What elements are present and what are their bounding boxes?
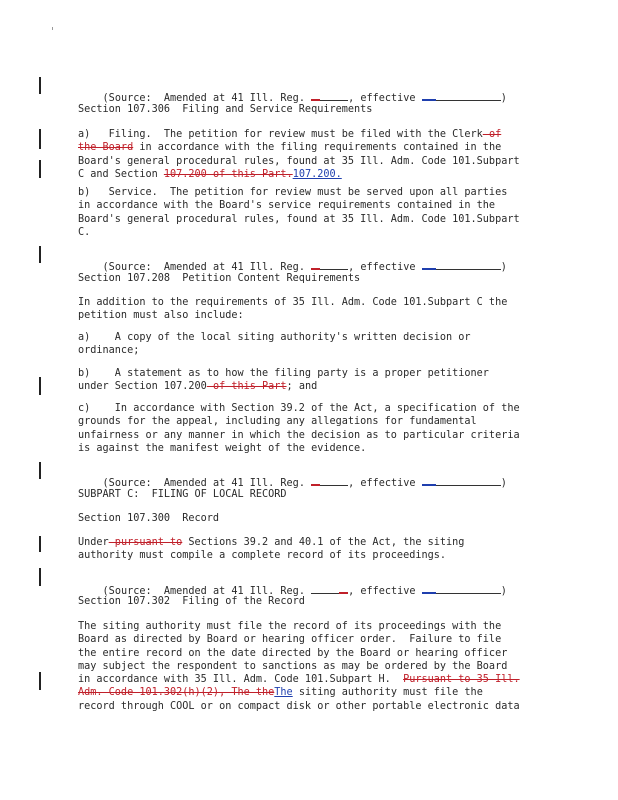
deleted-text: Adm. Code 101.302(h)(2), The the — [78, 687, 275, 699]
subpart-heading: SUBPART C: FILING OF LOCAL RECORD — [78, 489, 287, 500]
reg-blank — [311, 476, 348, 486]
section-heading: Section 107.300 Record — [78, 513, 220, 524]
deleted-text: the Board — [78, 142, 134, 154]
effective-blank — [422, 91, 501, 101]
inserted-text: 107.200. — [292, 168, 342, 180]
deleted-text: Pursuant to 35 Ill. — [403, 674, 520, 686]
deleted-text: 107.200 of this Part. — [163, 168, 293, 180]
item-a: a) A copy of the local siting authority's written decision or ordinance; — [78, 332, 471, 357]
effective-blank — [422, 584, 501, 594]
inserted-text: The — [274, 687, 293, 699]
revision-bar — [39, 536, 41, 552]
revision-bar — [39, 77, 41, 94]
deleted-text: of this Part — [206, 381, 287, 393]
effective-text: , effective — [348, 93, 422, 105]
intro-paragraph: In addition to the requirements of 35 Ill. Adm. Code 101.Subpart C the petition must also include: — [78, 297, 508, 322]
filing-record-paragraph: The siting authority must file the record of its proceedings with the Board as directed by Board or hearing officer order. Failure to file the entire record on the date directed by the Board or hearing officer may subject the respondent to sanctions as may be ordered by the Board in accordance with 35 Ill. Adm. Code 101.Subpart H. Pursuant to 35 Ill. Adm. Code 101.302(h)(2), The theThe siting authority must file the record through COOL or on compact disk or other portable electronic data — [78, 621, 520, 712]
revision-bar — [39, 672, 41, 690]
section-heading: Section 107.306 Filing and Service Requirements — [78, 104, 373, 115]
revision-bar — [39, 246, 41, 263]
reg-blank — [311, 260, 348, 270]
effective-blank — [422, 260, 501, 270]
paragraph-b: b) Service. The petition for review must be served upon all parties in accordance with the Board's service requirements contained in the Board's general procedural rules, found at 35 Ill. Adm. Code 101.Subpart C. — [78, 187, 520, 238]
paragraph-a: a) Filing. The petition for review must be filed with the Clerk of the Board in accordance with the filing requirements contained in the Board's general procedural rules, found at 35 Ill. Adm. Code 101.Subpart C and Section 107.200 of this Part.107.200. — [78, 129, 520, 180]
revision-bar — [39, 377, 41, 395]
effective-blank — [422, 476, 501, 486]
revision-bar — [39, 160, 41, 178]
reg-blank — [311, 584, 348, 594]
deleted-text: of — [482, 129, 502, 140]
record-paragraph: Under pursuant to Sections 39.2 and 40.1 of the Act, the siting authority must compile a complete record of its proceedings. — [78, 537, 465, 562]
deleted-text: pursuant to — [108, 537, 183, 548]
reg-blank — [311, 91, 348, 101]
item-c: c) In accordance with Section 39.2 of the Act, a specification of the grounds for the appeal, including any allegations for fundamental unfairness or any manner in which the decision as to particular criteria is against the manifest weight of the evidence. — [78, 403, 520, 454]
revision-bar — [39, 129, 41, 149]
source-text: (Source: Amended at 41 Ill. Reg. — [102, 93, 312, 105]
source-note: (Source: Amended at 41 Ill. Reg. , effective ) — [102, 262, 507, 274]
item-b: b) A statement as to how the filing party is a proper petitioner under Section 107.200 of this Part; and — [78, 368, 489, 393]
revision-bar — [39, 462, 41, 479]
source-note: (Source: Amended at 41 Ill. Reg. , effective ) — [102, 478, 507, 490]
revision-bar — [39, 568, 41, 586]
source-note: (Source: Amended at 41 Ill. Reg. , effective ) — [102, 93, 507, 105]
section-heading: Section 107.208 Petition Content Requirements — [78, 273, 361, 284]
section-heading: Section 107.302 Filing of the Record — [78, 596, 305, 607]
source-note: (Source: Amended at 41 Ill. Reg. , effective ) — [102, 586, 507, 598]
scan-speck — [52, 27, 53, 30]
